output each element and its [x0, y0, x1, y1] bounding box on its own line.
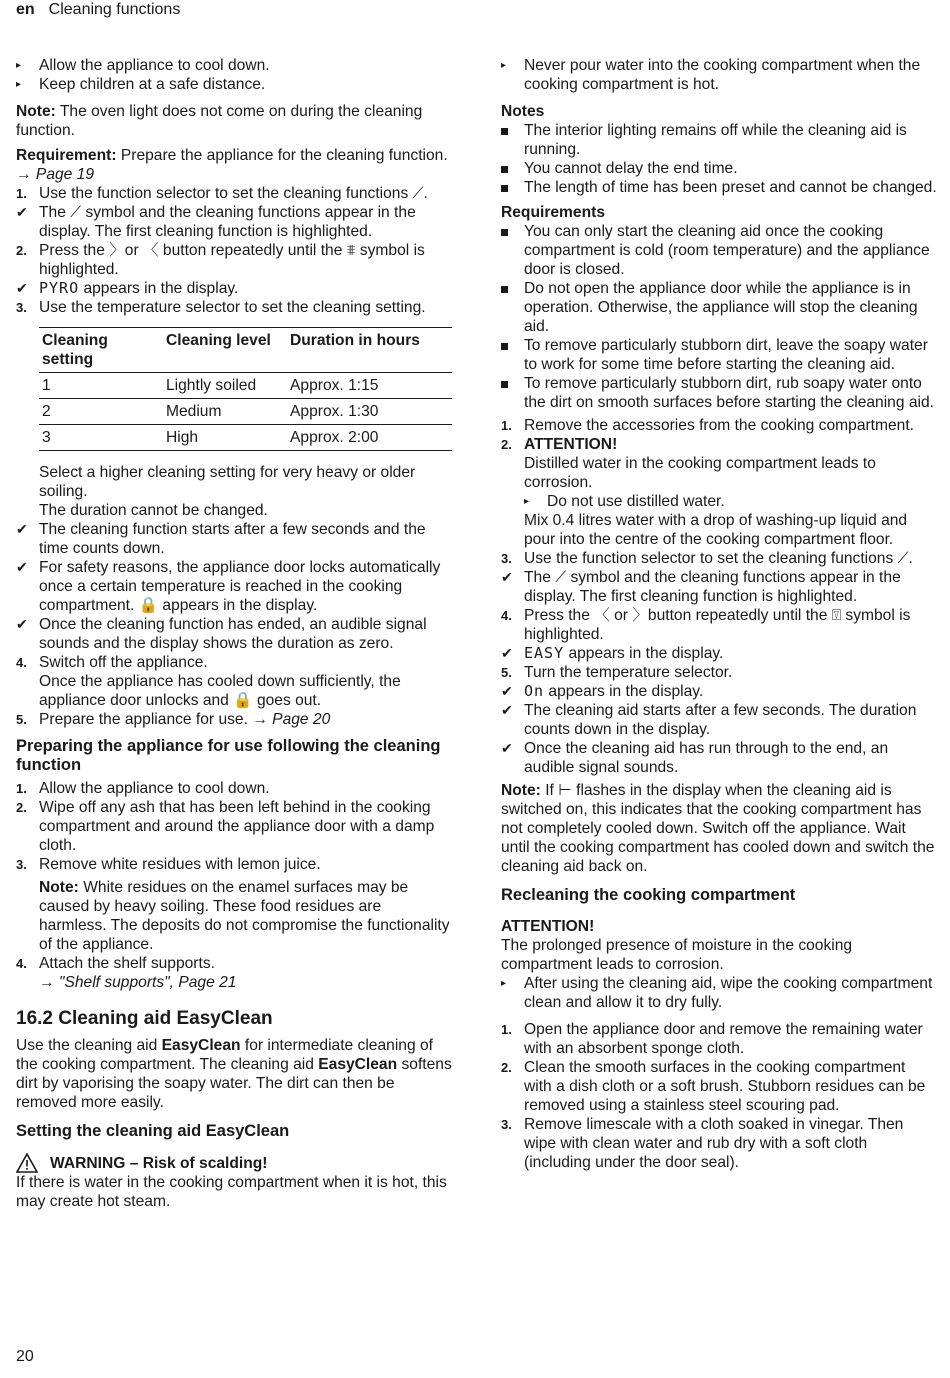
- step: 1. Open the appliance door and remove the remaining water with an absorbent sponge cloth.: [501, 1021, 923, 1057]
- page-link[interactable]: → "Shelf supports", Page 21: [39, 974, 237, 991]
- check-icon: ✔: [501, 702, 513, 718]
- check-icon: ✔: [501, 740, 513, 756]
- square-bullet-icon: [501, 229, 508, 236]
- result: ✔ On appears in the display.: [501, 682, 704, 700]
- list-item: To remove particularly stubborn dirt, rub soapy water onto the dirt on smooth surfaces before starting the cleaning aid.: [501, 374, 937, 412]
- list-item: You cannot delay the end time.: [501, 159, 937, 178]
- note: Note: The oven light does not come on during the cleaning function.: [16, 103, 423, 139]
- result: ✔ The ⟋ symbol and the cleaning functions appear in the display. The first cleaning function is highlighted.: [501, 569, 901, 605]
- square-bullet-icon: [501, 381, 508, 388]
- list-item: You can only start the cleaning aid once the cooking compartment is cold (room temperature) and the appliance door is closed.: [501, 222, 937, 279]
- page-header: [16, 0, 180, 19]
- check-icon: ✔: [16, 616, 28, 632]
- warning-text: If there is water in the cooking compartment when it is hot, this may create hot steam.: [16, 1174, 447, 1210]
- warning-title: WARNING – Risk of scalding!: [16, 1153, 452, 1173]
- step: 3. Use the temperature selector to set the cleaning setting.: [16, 299, 426, 316]
- subheading: Setting the cleaning aid EasyClean: [16, 1122, 290, 1140]
- display-text: EASY: [524, 644, 565, 662]
- triangle-bullet-icon: ▸: [16, 60, 22, 71]
- result: ✔ PYRO appears in the display.: [16, 279, 239, 297]
- page-link[interactable]: → Page 19: [16, 166, 95, 183]
- square-bullet-icon: [501, 185, 508, 192]
- page-link[interactable]: → Page 20: [252, 711, 331, 728]
- section-heading: 16.2 Cleaning aid EasyClean: [16, 1008, 273, 1029]
- table-row: 2 Medium Approx. 1:30: [39, 399, 452, 425]
- note: Note: If ⊢ flashes in the display when the cleaning aid is switched on, this indicates that the cooking compartment has not completely cooled down. Switch off the appliance. Wait until the cooking compartment has cooled down and switch the cleaning aid back on.: [501, 782, 935, 875]
- result: ✔ The cleaning function starts after a few seconds and the time counts down.: [16, 521, 426, 557]
- right-column: ▸ Never pour water into the cooking compartment when the cooking compartment is hot. Notes The interior lighting remains off while the cleaning aid is running. You cannot delay the end time. The length of time has been preset and cannot be changed. Requirements You can only start the cleaning aid once the cooking compartment is cold (room temperature) and the appliance door is closed. Do not open the appliance door while the appliance is in operation. Otherwise, the appliance will stop the cleaning aid. To remove particularly stubborn dirt, leave the soapy water to work for some time before starting the cleaning aid. To remove particularly stubborn dirt, rub soapy water onto the dirt on smooth surfaces before starting the cleaning aid. 1. Remove the accessories from the cooking compartment. 2. ATTENTION! Distilled water in the cooking compartment leads to corrosion. ▸ Do not use distilled water. Mix 0.4 litres water with a drop of washing-up liquid and pour into the centre of the cooking compartment floor. 3. Use the function selector to set the cleaning functions ⟋. ✔ The ⟋ symbol and the cleaning functions appear in the display. The first cleaning function is highlighted. 4. Press the 〈 or 〉button repeatedly until the ⍔ symbol is highlighted. ✔ EASY appears in the display. 5. Turn the temperature selector. ✔ On appears in the display. ✔ The cleaning aid starts after a few seconds. The duration counts down in the display. ✔ Once the cleaning aid has run through to the end, an audible signal sounds. Note: If ⊢ flashes in the display when the cleaning aid is switched on, this indicates that the cooking compartment has not completely cooled down. Switch off the appliance. Wait until the cooking compartment has cooled down and switch the cleaning aid back on. Recleaning the cooking compartment ATTENTION! The prolonged presence of moisture in the cooking compartment leads to corrosion. ▸ After using the cleaning aid, wipe the cooking compartment clean and allow it to dry fully. 1. Open the appliance door and remove the remaining water with an absorbent sponge cloth. 2. Clean the smooth surfaces in the cooking compartment with a dish cloth or a soft brush. Stubborn residues can be removed using a stainless steel scouring pad. 3. Remove limescale with a cloth soaked in vinegar. Then wipe with clean water and rub dry with a soft cloth (including under the door seal).: [501, 57, 937, 1171]
- step: 2. Clean the smooth surfaces in the cooking compartment with a dish cloth or a soft brush. Stubborn residues can be removed using a stainless steel scouring pad.: [501, 1059, 926, 1114]
- note: Note: White residues on the enamel surfaces may be caused by heavy soiling. These food residues are harmless. The deposits do not compromise the functionality of the appliance.: [39, 879, 450, 953]
- attention-heading: ATTENTION!: [501, 918, 595, 935]
- triangle-bullet-icon: ▸: [16, 79, 22, 90]
- check-icon: ✔: [501, 645, 513, 661]
- left-column: ▸ Allow the appliance to cool down. ▸ Keep children at a safe distance. Note: The oven light does not come on during the cleaning function. Requirement: Prepare the appliance for the cleaning function. → Page 19 1. Use the function selector to set the cleaning functions ⟋. ✔ The ⟋ symbol and the cleaning functions appear in the display. The first cleaning function is highlighted. 2. Press the 〉or 〈 button repeatedly until the ⩨ symbol is highlighted. ✔ PYRO appears in the display. 3. Use the temperature selector to set the cleaning setting. Cleaning setting Cleaning level Duration in hours 1 Lightly soiled Approx. 1:15 2 Medium Approx. 1:30 3 High Approx. 2:00 Select a higher cleaning setting for very heavy or older soiling. The duration cannot be changed. ✔ The cleaning function starts after a few seconds and the time counts down. ✔ For safety reasons, the appliance door locks automatically once a certain temperature is reached in the cooking compartment. 🔒 appears in the display. ✔ Once the cleaning function has ended, an audible signal sounds and the display shows the duration as zero. 4. Switch off the appliance. Once the appliance has cooled down sufficiently, the appliance door unlocks and 🔒 goes out. 5. Prepare the appliance for use. → Page 20 Preparing the appliance for use following the cleaning function 1. Allow the appliance to cool down. 2. Wipe off any ash that has been left behind in the cooking compartment and around the appliance door with a damp cloth. 3. Remove white residues with lemon juice. Note: White residues on the enamel surfaces may be caused by heavy soiling. These food residues are harmless. The deposits do not compromise the functionality of the appliance. 4. Attach the shelf supports. → "Shelf supports", Page 21 16.2 Cleaning aid EasyClean Use the cleaning aid EasyClean for intermediate cleaning of the cooking compartment. The cleaning aid EasyClean softens dirt by vaporising the soapy water. The dirt can then be removed more easily. Setting the cleaning aid EasyClean WARNING – Risk of scalding! If there is water in the cooking compartment when it is hot, this may create hot steam.: [16, 57, 452, 1210]
- square-bullet-icon: [501, 166, 508, 173]
- step: 3. Remove limescale with a cloth soaked in vinegar. Then wipe with clean water and rub dry with a soft cloth (including under the door seal).: [501, 1116, 904, 1171]
- step: 1. Allow the appliance to cool down.: [16, 780, 270, 797]
- step: 2. ATTENTION!: [501, 436, 618, 453]
- result: ✔ For safety reasons, the appliance door locks automatically once a certain temperature is reached in the cooking compartment. 🔒 appears in the display.: [16, 559, 441, 614]
- warning-triangle-icon: [16, 1153, 38, 1173]
- check-icon: ✔: [16, 559, 28, 575]
- square-bullet-icon: [501, 286, 508, 293]
- list-item: To remove particularly stubborn dirt, leave the soapy water to work for some time before starting the cleaning aid.: [501, 336, 937, 374]
- check-icon: ✔: [16, 204, 28, 220]
- cleaning-settings-table: [39, 327, 452, 451]
- display-text: On: [524, 682, 545, 700]
- step: 3. Use the function selector to set the cleaning functions ⟋.: [501, 550, 913, 567]
- step: 5. Turn the temperature selector.: [501, 664, 733, 681]
- step: 3. Remove white residues with lemon juice.: [16, 856, 321, 873]
- list-item: The length of time has been preset and cannot be changed.: [501, 178, 937, 197]
- list-item: ▸ Never pour water into the cooking compartment when the cooking compartment is hot.: [501, 57, 921, 93]
- step: 4. Attach the shelf supports.: [16, 955, 215, 972]
- requirements-heading: Requirements: [501, 204, 605, 221]
- check-icon: ✔: [501, 683, 513, 699]
- page-number: 20: [16, 1348, 34, 1365]
- result: ✔ Once the cleaning function has ended, an audible signal sounds and the display shows the duration as zero.: [16, 616, 427, 652]
- step: 1. Use the function selector to set the cleaning functions ⟋.: [16, 185, 428, 202]
- section-title: Cleaning functions: [48, 1, 181, 18]
- list-item: ▸ Keep children at a safe distance.: [16, 76, 266, 93]
- table-header: Duration in hours: [287, 328, 452, 373]
- result: ✔ EASY appears in the display.: [501, 644, 724, 662]
- step: 2. Wipe off any ash that has been left behind in the cooking compartment and around the appliance door with a damp cloth.: [16, 799, 435, 854]
- check-icon: ✔: [16, 280, 28, 296]
- triangle-bullet-icon: ▸: [524, 496, 530, 507]
- list-item: Do not open the appliance door while the appliance is in operation. Otherwise, the appliance will stop the cleaning aid.: [501, 279, 937, 336]
- table-row: 1 Lightly soiled Approx. 1:15: [39, 373, 452, 399]
- step: 2. Press the 〉or 〈 button repeatedly until the ⩨ symbol is highlighted.: [16, 242, 425, 278]
- square-bullet-icon: [501, 128, 508, 135]
- list-item: The interior lighting remains off while the cleaning aid is running.: [501, 121, 937, 159]
- triangle-bullet-icon: ▸: [501, 60, 507, 71]
- square-bullet-icon: [501, 343, 508, 350]
- result: ✔ Once the cleaning aid has run through to the end, an audible signal sounds.: [501, 740, 889, 776]
- step: 1. Remove the accessories from the cooking compartment.: [501, 417, 915, 434]
- display-text: PYRO: [39, 279, 80, 297]
- list-item: ▸ Do not use distilled water.: [524, 493, 725, 510]
- step: 4. Switch off the appliance.: [16, 654, 208, 671]
- table-header: Cleaning level: [163, 328, 287, 373]
- check-icon: ✔: [501, 569, 513, 585]
- list-item: ▸ After using the cleaning aid, wipe the cooking compartment clean and allow it to dry fully.: [501, 975, 933, 1011]
- check-icon: ✔: [16, 521, 28, 537]
- table-header: Cleaning setting: [39, 328, 163, 373]
- intro-paragraph: Use the cleaning aid EasyClean for intermediate cleaning of the cooking compartment. The cleaning aid EasyClean softens dirt by vaporising the soapy water. The dirt can then be removed more easily.: [16, 1037, 452, 1111]
- list-item: ▸ Allow the appliance to cool down.: [16, 57, 270, 74]
- table-row: 3 High Approx. 2:00: [39, 425, 452, 451]
- result: ✔ The cleaning aid starts after a few seconds. The duration counts down in the display.: [501, 702, 917, 738]
- result: ✔ The ⟋ symbol and the cleaning functions appear in the display. The first cleaning function is highlighted.: [16, 204, 416, 240]
- subheading: Recleaning the cooking compartment: [501, 886, 796, 904]
- triangle-bullet-icon: ▸: [501, 978, 507, 989]
- language-code: en: [16, 1, 35, 18]
- step: 4. Press the 〈 or 〉button repeatedly until the ⍔ symbol is highlighted.: [501, 607, 911, 643]
- requirement: Requirement: Prepare the appliance for the cleaning function. → Page 19: [16, 147, 448, 183]
- step: 5. Prepare the appliance for use. → Page 20: [16, 711, 331, 728]
- notes-heading: Notes: [501, 103, 545, 120]
- subheading: Preparing the appliance for use following the cleaning function: [16, 737, 441, 774]
